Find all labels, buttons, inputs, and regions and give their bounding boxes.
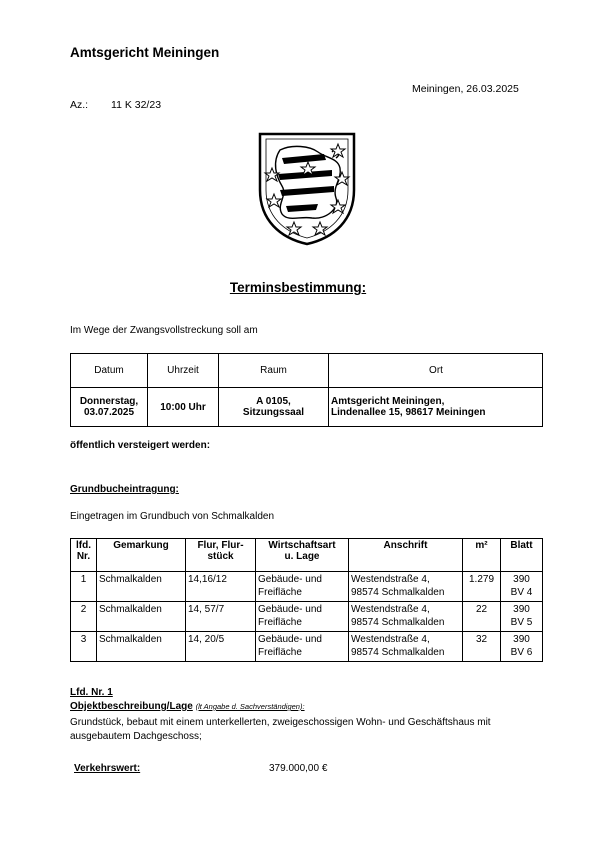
- object-heading: [70, 701, 305, 712]
- table-row: [71, 632, 543, 662]
- object-heading-label: Objektbeschreibung/Lage: [70, 701, 193, 712]
- column-header-flur: [186, 539, 256, 572]
- row-blatt: [501, 572, 543, 602]
- market-value-amount: 379.000,00 €: [269, 763, 328, 774]
- land-register-table: [70, 538, 543, 662]
- schedule-row: [71, 388, 543, 427]
- row-wirt-line1: Gebäude- und: [258, 634, 322, 645]
- schedule-place-address: Lindenallee 15, 98617 Meiningen: [331, 407, 486, 418]
- row-flur: 14,16/12: [186, 572, 256, 602]
- case-reference: [70, 99, 161, 111]
- schedule-place: [329, 388, 543, 427]
- row-addr-line2: 98574 Schmalkalden: [351, 617, 445, 628]
- column-header-lfd-line1: lfd.: [76, 540, 91, 551]
- row-m2: 22: [463, 602, 501, 632]
- column-header-anschrift: Anschrift: [349, 539, 463, 572]
- row-nr: 1: [71, 572, 97, 602]
- object-heading-note: (lt Angabe d. Sachverständigen):: [195, 702, 305, 711]
- column-header-ort: Ort: [329, 354, 543, 388]
- column-header-datum: Datum: [71, 354, 148, 388]
- land-register-heading: Grundbucheintragung:: [70, 484, 179, 495]
- row-wirtschaftsart: [256, 632, 349, 662]
- column-header-lfd-line2: Nr.: [76, 551, 91, 562]
- table-row: [71, 602, 543, 632]
- column-header-m2: m²: [463, 539, 501, 572]
- case-reference-label: Az.:: [70, 99, 89, 111]
- column-header-gemarkung: Gemarkung: [97, 539, 186, 572]
- column-header-wirt-line1: Wirtschaftsart: [268, 540, 336, 551]
- intro-text: Im Wege der Zwangsvollstreckung soll am: [70, 325, 258, 336]
- row-anschrift: [349, 602, 463, 632]
- row-wirt-line1: Gebäude- und: [258, 574, 322, 585]
- row-blatt-line2: BV 6: [510, 647, 533, 658]
- schedule-room-number: A 0105,: [256, 396, 291, 407]
- case-reference-number: 11 K 32/23: [111, 99, 162, 111]
- row-gemarkung: Schmalkalden: [97, 572, 186, 602]
- row-wirtschaftsart: [256, 602, 349, 632]
- schedule-room: [219, 388, 329, 427]
- schedule-date-value: 03.07.2025: [83, 407, 135, 418]
- land-register-intro: Eingetragen im Grundbuch von Schmalkalden: [70, 511, 275, 522]
- auction-statement: öffentlich versteigert werden:: [70, 440, 211, 451]
- column-header-uhrzeit: Uhrzeit: [148, 354, 219, 388]
- schedule-weekday: Donnerstag,: [79, 396, 139, 407]
- row-m2: 1.279: [463, 572, 501, 602]
- row-wirt-line2: Freifläche: [258, 647, 302, 658]
- row-addr-line1: Westendstraße 4,: [351, 574, 430, 585]
- schedule-date: [71, 388, 148, 427]
- lfd-number-heading: Lfd. Nr. 1: [70, 687, 113, 698]
- column-header-lfd: [71, 539, 97, 572]
- row-gemarkung: Schmalkalden: [97, 602, 186, 632]
- column-header-flur-line1: Flur, Flur-: [197, 540, 244, 551]
- schedule-header-row: [71, 354, 543, 388]
- schedule-room-name: Sitzungssaal: [242, 407, 305, 418]
- row-wirtschaftsart: [256, 572, 349, 602]
- column-header-flur-line2: stück: [207, 551, 234, 562]
- row-blatt-line1: 390: [513, 604, 530, 615]
- row-addr-line2: 98574 Schmalkalden: [351, 587, 445, 598]
- row-gemarkung: Schmalkalden: [97, 632, 186, 662]
- table-row: [71, 572, 543, 602]
- column-header-wirt-line2: u. Lage: [284, 551, 320, 562]
- market-value-label: Verkehrswert:: [74, 763, 141, 774]
- schedule-place-name: Amtsgericht Meiningen,: [331, 396, 445, 407]
- court-name: Amtsgericht Meiningen: [70, 45, 220, 60]
- thuringia-coat-of-arms-icon: [252, 128, 362, 248]
- object-description: Grundstück, bebaut mit einem unterkellerten, zweigeschossigen Wohn- und Geschäftshaus mit ausgebautem Dachgeschoss;: [70, 717, 491, 742]
- row-addr-line1: Westendstraße 4,: [351, 604, 430, 615]
- row-blatt-line2: BV 5: [510, 617, 533, 628]
- column-header-wirtschaftsart: [256, 539, 349, 572]
- row-blatt: [501, 632, 543, 662]
- schedule-time: 10:00 Uhr: [148, 388, 219, 427]
- row-flur: 14, 57/7: [186, 602, 256, 632]
- row-nr: 2: [71, 602, 97, 632]
- row-addr-line1: Westendstraße 4,: [351, 634, 430, 645]
- place-date: Meiningen, 26.03.2025: [412, 83, 519, 95]
- row-blatt-line1: 390: [513, 634, 530, 645]
- schedule-table: [70, 353, 543, 427]
- column-header-raum: Raum: [219, 354, 329, 388]
- row-wirt-line2: Freifläche: [258, 587, 302, 598]
- row-wirt-line1: Gebäude- und: [258, 604, 322, 615]
- column-header-blatt: Blatt: [501, 539, 543, 572]
- row-nr: 3: [71, 632, 97, 662]
- land-register-header-row: [71, 539, 543, 572]
- page-title: Terminsbestimmung:: [229, 280, 367, 295]
- row-m2: 32: [463, 632, 501, 662]
- row-flur: 14, 20/5: [186, 632, 256, 662]
- row-blatt: [501, 602, 543, 632]
- row-wirt-line2: Freifläche: [258, 617, 302, 628]
- row-blatt-line2: BV 4: [510, 587, 533, 598]
- row-anschrift: [349, 572, 463, 602]
- row-blatt-line1: 390: [513, 574, 530, 585]
- row-addr-line2: 98574 Schmalkalden: [351, 647, 445, 658]
- row-anschrift: [349, 632, 463, 662]
